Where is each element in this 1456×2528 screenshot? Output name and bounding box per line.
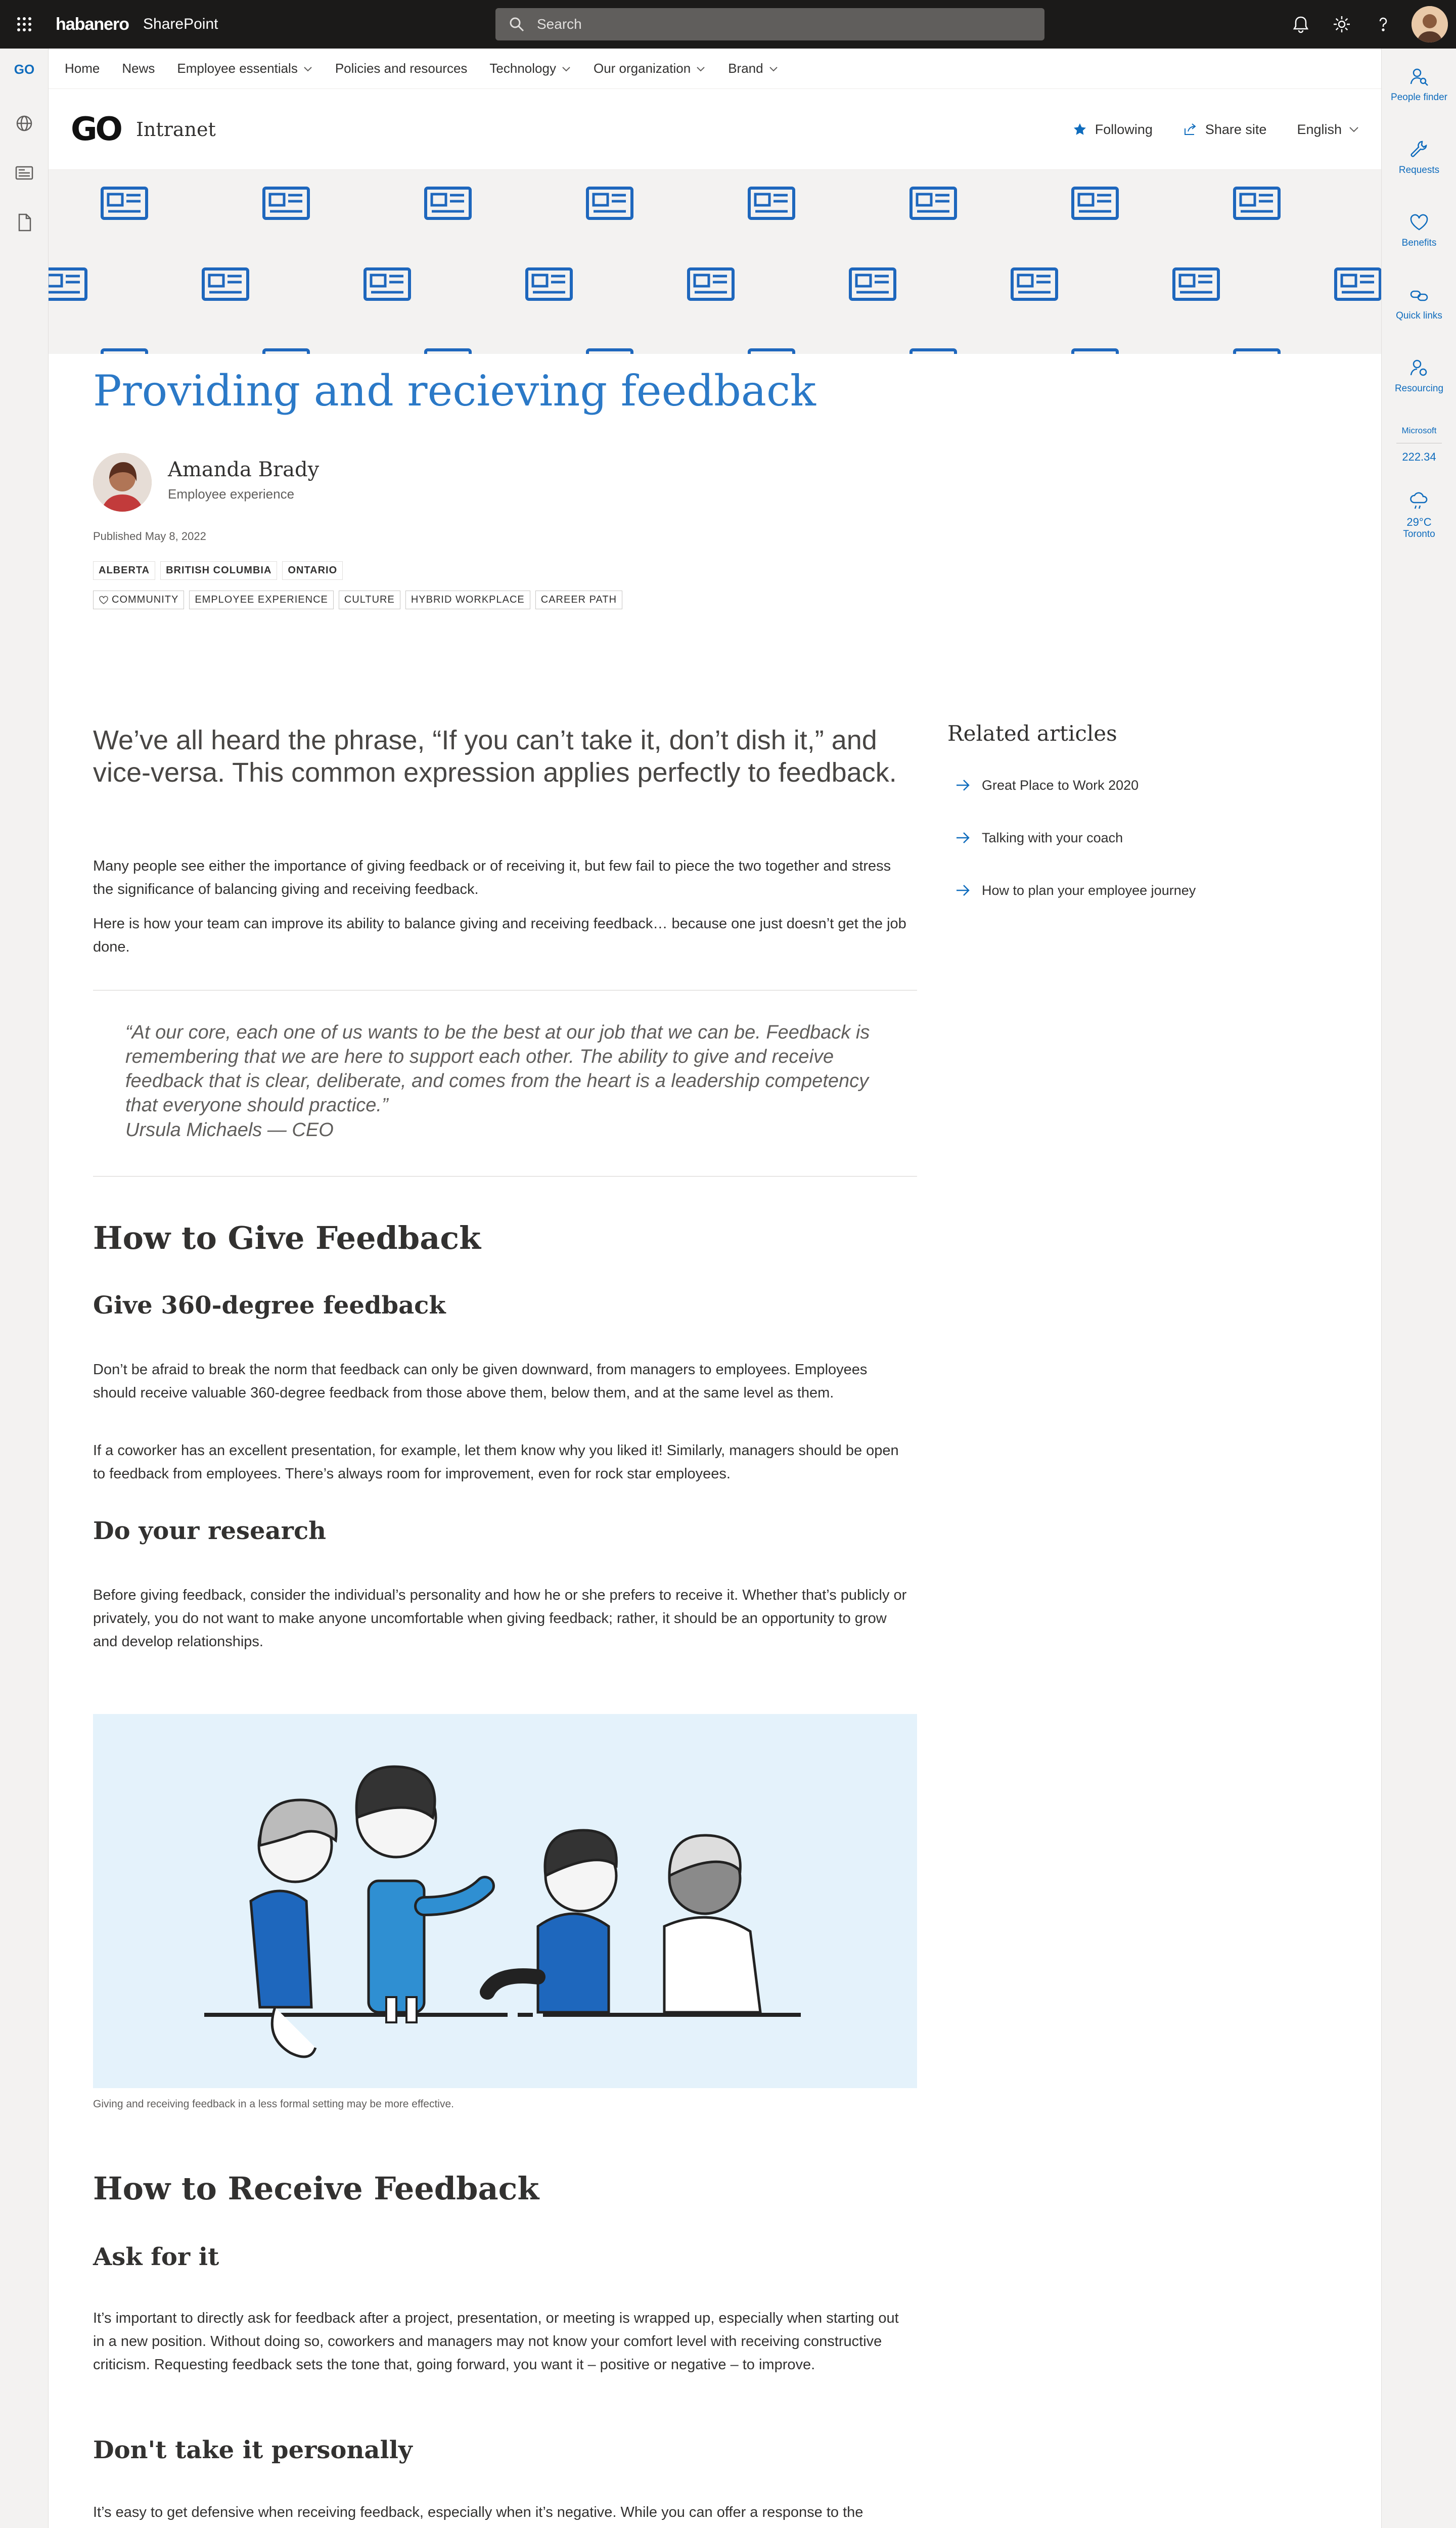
related-articles-title: Related articles xyxy=(947,721,1117,746)
newspaper-icon xyxy=(687,266,735,302)
search-box[interactable] xyxy=(495,8,1044,40)
share-icon xyxy=(1183,122,1197,137)
newspaper-icon xyxy=(100,347,149,354)
link-icon xyxy=(1408,284,1430,306)
site-logo[interactable]: GO xyxy=(71,110,121,148)
page-title: Providing and recieving feedback xyxy=(93,366,816,416)
topic-tag[interactable]: CAREER PATH xyxy=(535,591,622,609)
newspaper-icon xyxy=(1334,266,1381,302)
author-name[interactable]: Amanda Brady xyxy=(168,458,320,481)
search-placeholder: Search xyxy=(537,16,582,32)
topic-tag[interactable]: EMPLOYEE EXPERIENCE xyxy=(189,591,334,609)
suite-bar xyxy=(0,0,1456,49)
pull-quote: “At our core, each one of us wants to be the best at our job that we can be. Feedback is remembering that we are here to support each other. The ability to give and receive feedback that is clear, deliberate, and comes from the heart is a leadership competency that everyone should practice.” xyxy=(125,1022,870,1116)
newspaper-icon xyxy=(201,266,250,302)
nav-news[interactable]: News xyxy=(122,61,155,76)
nav-policies[interactable]: Policies and resources xyxy=(335,61,468,76)
quote-author: Ursula Michaels — CEO xyxy=(125,1119,334,1141)
article-banner-image xyxy=(49,170,1381,354)
top-navigation xyxy=(49,49,1381,89)
divider xyxy=(93,1176,917,1177)
author-role: Employee experience xyxy=(168,486,295,502)
weather-widget[interactable]: 29°C Toronto xyxy=(1382,489,1456,540)
feedback-illustration xyxy=(93,1714,917,2088)
quick-links-link[interactable]: Quick links xyxy=(1382,284,1456,322)
related-article-link[interactable]: Great Place to Work 2020 xyxy=(947,759,1352,811)
requests-link[interactable]: Requests xyxy=(1382,139,1456,176)
help-icon[interactable] xyxy=(1373,14,1393,34)
app-name[interactable]: SharePoint xyxy=(143,16,218,32)
newspaper-icon xyxy=(747,347,796,354)
newspaper-icon xyxy=(525,266,573,302)
body-paragraph: Before giving feedback, consider the individual’s personality and how he or she prefers to receive it. Whether that’s publicly or privately, you do not want to make anyone uncomfortable when giving feedback; rather, it should be an opportunity to grow and develop relationships. xyxy=(93,1587,907,1650)
author-avatar[interactable] xyxy=(93,453,152,512)
newspaper-icon xyxy=(262,347,310,354)
nav-brand[interactable]: Brand xyxy=(728,61,778,76)
body-paragraph: It’s important to directly ask for feedback after a project, presentation, or meeting is wrapped up, especially when starting out in a new position. Without doing so, coworkers and managers may not know your comfort level with receiving constructive criticism. Requesting feedback sets the tone that, going forward, you want it – positive or negative – to improve. xyxy=(93,2310,899,2373)
arrow-right-icon xyxy=(954,830,971,846)
related-articles xyxy=(947,721,1352,917)
newspaper-icon xyxy=(424,347,472,354)
newspaper-icon xyxy=(909,347,958,354)
language-selector[interactable]: English xyxy=(1297,122,1361,138)
location-tag[interactable]: BRITISH COLUMBIA xyxy=(160,561,277,580)
topic-tag[interactable]: CULTURE xyxy=(339,591,400,609)
lead-paragraph: We’ve all heard the phrase, “If you can’t take it, don’t dish it,” and vice-versa. This common expression applies perfectly to feedback. xyxy=(93,725,897,788)
topic-tag[interactable]: HYBRID WORKPLACE xyxy=(405,591,530,609)
newspaper-icon xyxy=(100,185,149,221)
body-paragraph: Don’t be afraid to break the norm that feedback can only be given downward, from managers to employees. Employees should receive valuable 360-degree feedback from those above them, below them, and at the same level as them. xyxy=(93,1362,868,1401)
person-search-icon xyxy=(1408,357,1430,379)
nav-our-organization[interactable]: Our organization xyxy=(594,61,706,76)
wrench-icon xyxy=(1408,139,1430,161)
newspaper-icon xyxy=(424,185,472,221)
search-icon xyxy=(509,16,525,32)
newspaper-icon xyxy=(363,266,412,302)
news-icon[interactable] xyxy=(12,161,36,185)
section-heading: How to Receive Feedback xyxy=(93,2170,539,2207)
related-article-link[interactable]: Talking with your coach xyxy=(947,811,1352,864)
benefits-link[interactable]: Benefits xyxy=(1382,211,1456,249)
heart-icon xyxy=(1408,211,1430,234)
newspaper-icon xyxy=(747,185,796,221)
people-finder-link[interactable]: People finder xyxy=(1382,66,1456,103)
location-tags xyxy=(93,561,348,580)
site-header xyxy=(49,89,1381,170)
org-brand[interactable]: habanero xyxy=(56,14,129,34)
notifications-icon[interactable] xyxy=(1291,14,1311,34)
arrow-right-icon xyxy=(954,777,971,793)
document-icon[interactable] xyxy=(12,210,36,235)
location-tag[interactable]: ONTARIO xyxy=(282,561,343,580)
arrow-right-icon xyxy=(954,882,971,898)
body-paragraph: If a coworker has an excellent presentation, for example, let them know why you liked it! Similarly, managers should be open to feedback from employees. There’s always room for improvement, even for rock star employees. xyxy=(93,1442,899,1482)
newspaper-icon xyxy=(1172,266,1220,302)
site-title[interactable]: Intranet xyxy=(135,118,216,141)
chevron-down-icon xyxy=(1347,122,1361,137)
heart-icon xyxy=(99,595,109,605)
intro-paragraph: Many people see either the importance of giving feedback or of receiving it, but few fail to piece the two together and stress the significance of balancing giving and receiving feedback. xyxy=(93,858,891,897)
left-app-bar xyxy=(0,49,49,2528)
newspaper-icon xyxy=(848,266,897,302)
share-site-button[interactable]: Share site xyxy=(1183,122,1267,138)
location-tag[interactable]: ALBERTA xyxy=(93,561,155,580)
chevron-down-icon xyxy=(768,64,779,74)
subsection-heading: Don't take it personally xyxy=(93,2436,413,2464)
article-body xyxy=(93,354,1367,2528)
globe-icon[interactable] xyxy=(12,111,36,136)
settings-gear-icon[interactable] xyxy=(1332,14,1352,34)
intro-paragraph: Here is how your team can improve its ability to balance giving and receiving feedback… because one just doesn’t get the job done. xyxy=(93,916,906,955)
subsection-heading: Do your research xyxy=(93,1517,327,1545)
chevron-down-icon xyxy=(303,64,313,74)
section-heading: How to Give Feedback xyxy=(93,1220,481,1256)
related-article-link[interactable]: How to plan your employee journey xyxy=(947,864,1352,917)
people-finder-icon xyxy=(1408,66,1430,88)
newspaper-icon xyxy=(1233,347,1281,354)
following-button[interactable]: Following xyxy=(1073,122,1153,138)
newspaper-icon xyxy=(262,185,310,221)
newspaper-icon xyxy=(585,347,634,354)
right-rail xyxy=(1381,49,1456,2528)
newspaper-icon xyxy=(1071,347,1119,354)
newspaper-icon xyxy=(909,185,958,221)
app-launcher-icon[interactable] xyxy=(0,0,49,49)
star-filled-icon xyxy=(1073,122,1087,137)
main-content xyxy=(49,49,1381,2528)
topic-tags xyxy=(93,591,627,609)
nav-employee-essentials[interactable]: Employee essentials xyxy=(177,61,312,76)
resourcing-link[interactable]: Resourcing xyxy=(1382,357,1456,394)
chevron-down-icon xyxy=(561,64,571,74)
newspaper-icon xyxy=(1071,185,1119,221)
go-home-icon[interactable]: GO xyxy=(14,62,35,77)
nav-technology[interactable]: Technology xyxy=(489,61,571,76)
subsection-heading: Give 360-degree feedback xyxy=(93,1291,446,1320)
image-caption: Giving and receiving feedback in a less formal setting may be more effective. xyxy=(93,2098,454,2110)
topic-tag[interactable]: COMMUNITY xyxy=(93,591,184,609)
weather-rain-icon xyxy=(1408,489,1430,512)
nav-home[interactable]: Home xyxy=(65,61,100,76)
newspaper-icon xyxy=(1233,185,1281,221)
stock-ticker[interactable]: Microsoft 222.34 xyxy=(1382,426,1456,464)
body-paragraph: It’s easy to get defensive when receiving feedback, especially when it’s negative. While you can offer a response to the xyxy=(93,2504,863,2520)
published-date: Published May 8, 2022 xyxy=(93,530,206,543)
newspaper-icon xyxy=(49,266,88,302)
subsection-heading: Ask for it xyxy=(93,2243,219,2271)
chevron-down-icon xyxy=(696,64,706,74)
user-avatar[interactable] xyxy=(1412,6,1448,42)
newspaper-icon xyxy=(585,185,634,221)
newspaper-icon xyxy=(1010,266,1059,302)
